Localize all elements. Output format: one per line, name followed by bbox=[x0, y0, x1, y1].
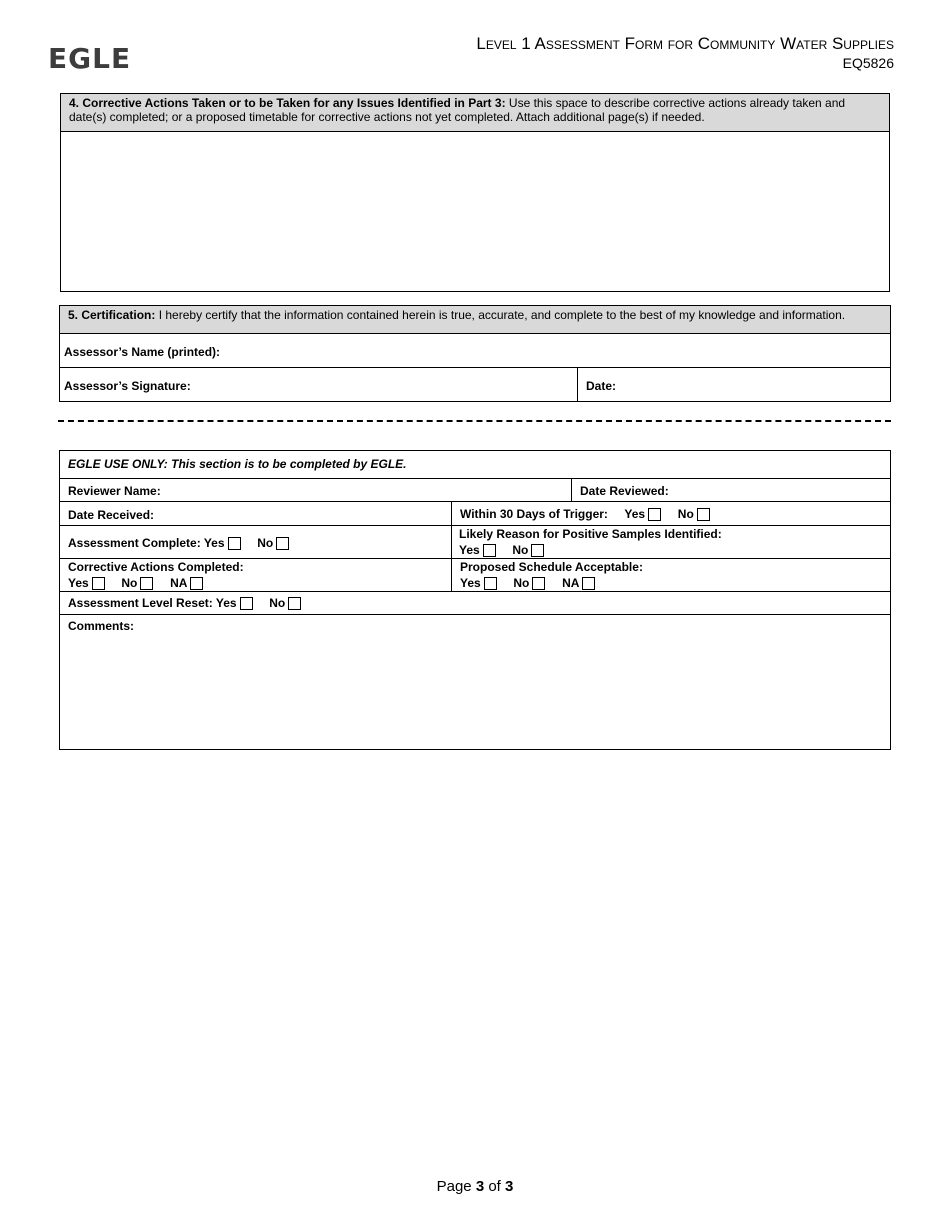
within-30-days-group bbox=[460, 507, 710, 521]
section-4-instructions: Use this space to describe corrective actions already taken and date(s) completed; or a proposed timetable for corrective actions not yet completed. Attach additional page(s) if needed. bbox=[69, 96, 846, 124]
divider bbox=[577, 368, 578, 402]
egle-logo: EGLE bbox=[48, 42, 132, 75]
yes-label: Yes bbox=[624, 507, 646, 521]
no-label: No bbox=[257, 536, 274, 550]
na-label: NA bbox=[170, 576, 188, 590]
divider bbox=[451, 502, 452, 525]
level-reset-group bbox=[68, 596, 301, 610]
section-4-header bbox=[60, 93, 890, 132]
within-30-days-yes-checkbox[interactable] bbox=[648, 508, 661, 521]
corrective-actions-group bbox=[68, 576, 203, 590]
assessment-complete-yes-checkbox[interactable] bbox=[228, 537, 241, 550]
proposed-schedule-label: Proposed Schedule Acceptable: bbox=[460, 560, 643, 574]
assessment-complete-group bbox=[68, 536, 289, 550]
comments-field[interactable] bbox=[60, 615, 890, 750]
page-of: of bbox=[488, 1178, 501, 1195]
divider bbox=[451, 526, 452, 558]
yes-label: Yes bbox=[203, 536, 225, 550]
yes-label: Yes bbox=[68, 576, 89, 590]
yes-label: Yes bbox=[215, 596, 237, 610]
no-label: No bbox=[513, 576, 530, 590]
divider bbox=[571, 479, 572, 501]
section-4-heading: 4. Corrective Actions Taken or to be Taken for any Issues Identified in Part 3: bbox=[69, 96, 506, 110]
corrective-actions-textarea[interactable] bbox=[60, 131, 890, 292]
corrective-actions-yes-checkbox[interactable] bbox=[92, 577, 105, 590]
section-5-heading: 5. Certification: bbox=[68, 308, 156, 322]
form-code: EQ5826 bbox=[842, 55, 894, 71]
proposed-schedule-yes-checkbox[interactable] bbox=[484, 577, 497, 590]
comments-label: Comments: bbox=[68, 619, 135, 633]
section-5-certification bbox=[59, 305, 891, 402]
page-current: 3 bbox=[475, 1178, 485, 1195]
section-5-header bbox=[60, 306, 890, 334]
yes-label: Yes bbox=[460, 576, 481, 590]
assessment-complete-row bbox=[60, 526, 890, 559]
corrective-actions-row bbox=[60, 559, 890, 592]
likely-reason-group bbox=[459, 543, 544, 557]
yes-label: Yes bbox=[459, 543, 480, 557]
document-title-text: Level 1 Assessment Form for Community Water Supplies bbox=[476, 34, 894, 53]
date-label: Date: bbox=[586, 379, 617, 393]
date-received-row bbox=[60, 502, 890, 526]
level-reset-no-checkbox[interactable] bbox=[288, 597, 301, 610]
likely-reason-label: Likely Reason for Positive Samples Identified: bbox=[459, 527, 722, 541]
section-5-statement: I hereby certify that the information contained herein is true, accurate, and complete to the best of my knowledge and information. bbox=[158, 308, 846, 322]
within-30-days-label: Within 30 Days of Trigger: bbox=[460, 507, 608, 521]
level-reset-yes-checkbox[interactable] bbox=[240, 597, 253, 610]
assessor-name-label: Assessor’s Name (printed): bbox=[64, 345, 221, 359]
no-label: No bbox=[512, 543, 529, 557]
reviewer-row bbox=[60, 479, 890, 502]
assessment-complete-label: Assessment Complete: bbox=[68, 536, 201, 550]
date-received-label: Date Received: bbox=[68, 508, 155, 522]
no-label: No bbox=[677, 507, 694, 521]
egle-use-only-section bbox=[59, 450, 891, 750]
level-reset-row bbox=[60, 592, 890, 615]
corrective-actions-na-checkbox[interactable] bbox=[190, 577, 203, 590]
divider bbox=[451, 559, 452, 591]
page-total: 3 bbox=[505, 1178, 514, 1195]
proposed-schedule-na-checkbox[interactable] bbox=[582, 577, 595, 590]
likely-reason-no-checkbox[interactable] bbox=[531, 544, 544, 557]
no-label: No bbox=[121, 576, 138, 590]
proposed-schedule-group bbox=[460, 576, 595, 590]
egle-use-heading: EGLE USE ONLY: This section is to be completed by EGLE. bbox=[60, 451, 890, 479]
assessor-name-field[interactable] bbox=[60, 334, 890, 368]
assessment-complete-no-checkbox[interactable] bbox=[276, 537, 289, 550]
date-reviewed-label: Date Reviewed: bbox=[580, 484, 669, 498]
na-label: NA bbox=[562, 576, 580, 590]
likely-reason-yes-checkbox[interactable] bbox=[483, 544, 496, 557]
assessor-signature-row bbox=[60, 368, 890, 402]
page-prefix: Page bbox=[436, 1178, 472, 1195]
level-reset-label: Assessment Level Reset: bbox=[68, 596, 213, 610]
document-title bbox=[476, 34, 894, 54]
cut-line-divider bbox=[58, 420, 891, 422]
reviewer-name-label: Reviewer Name: bbox=[68, 484, 161, 498]
within-30-days-no-checkbox[interactable] bbox=[697, 508, 710, 521]
corrective-actions-label: Corrective Actions Completed: bbox=[68, 560, 244, 574]
assessor-signature-label: Assessor’s Signature: bbox=[64, 379, 191, 393]
proposed-schedule-no-checkbox[interactable] bbox=[532, 577, 545, 590]
page-number bbox=[0, 1178, 950, 1195]
no-label: No bbox=[269, 596, 286, 610]
corrective-actions-no-checkbox[interactable] bbox=[140, 577, 153, 590]
